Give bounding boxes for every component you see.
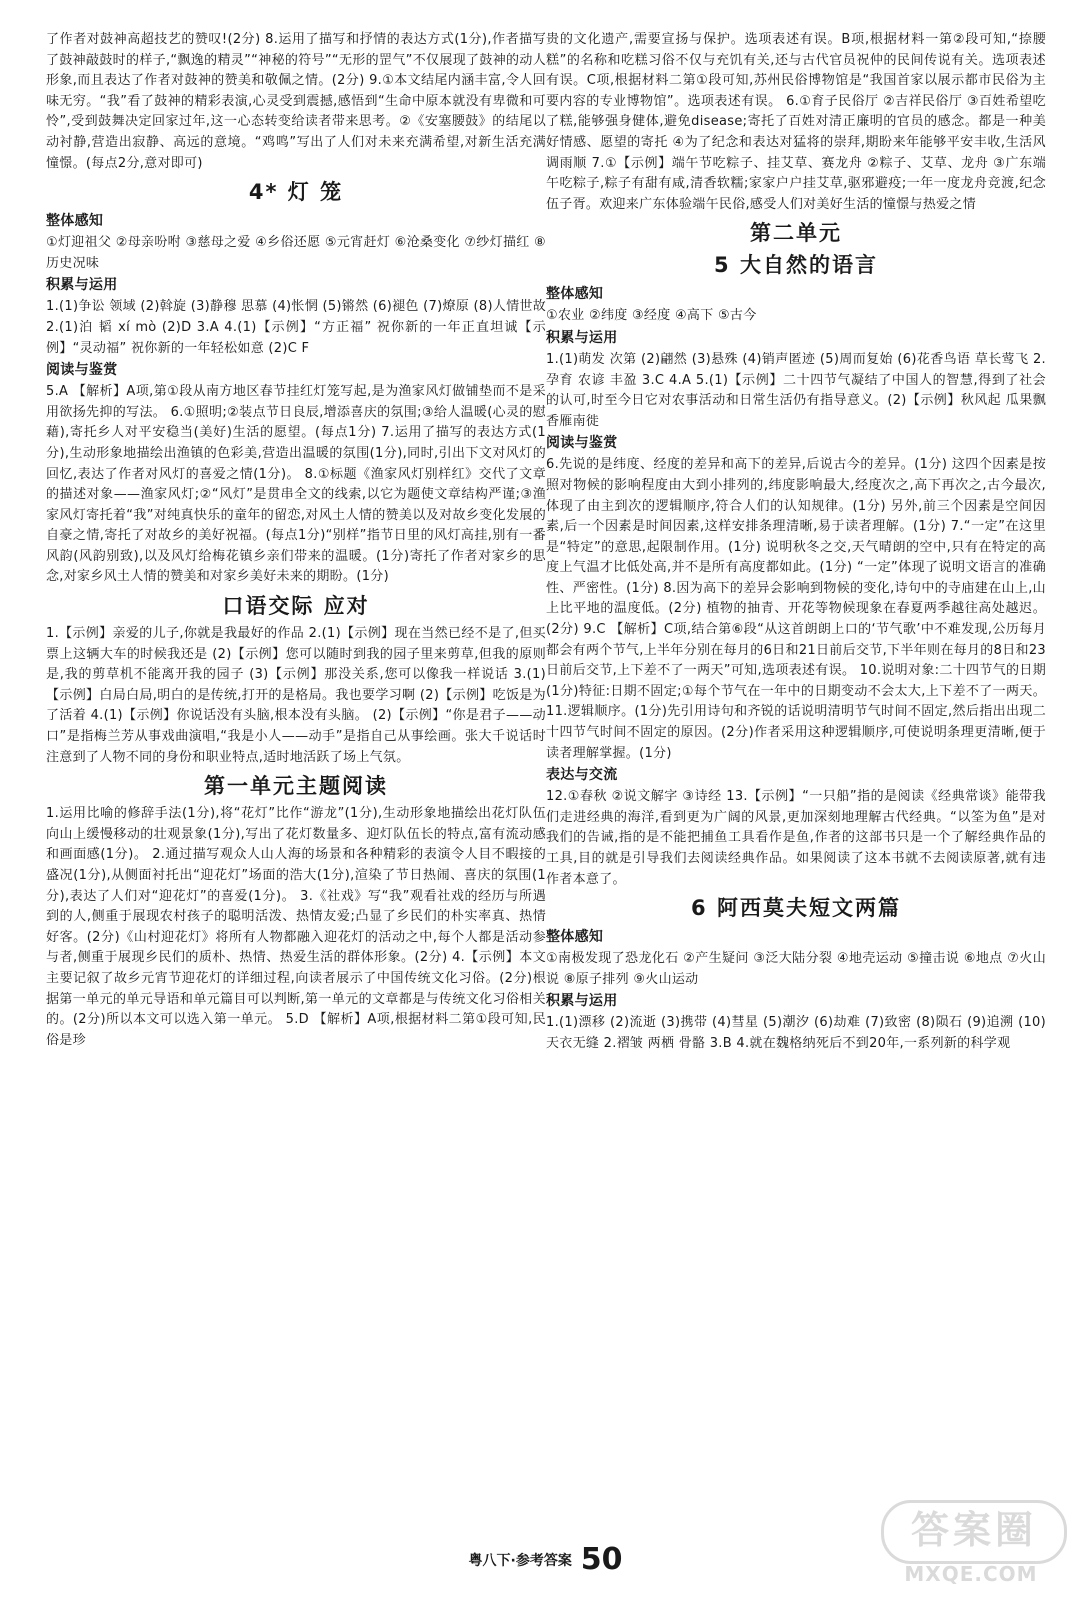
- answer-paragraph: 1.(1)漂移 (2)流逝 (3)携带 (4)彗星 (5)潮汐 (6)劫难 (7)致密 (8)陨石 (9)追溯 (10)天衣无缝 2.褶皱 两栖 骨骼 3.B 4.就在魏格纳死后不到20年,一系列新的科学观: [546, 1015, 1046, 1051]
- watermark: [881, 1500, 1061, 1586]
- section-title-unit1-reading: 第一单元主题阅读: [204, 774, 388, 799]
- subsection-heading: 阅读与鉴赏: [546, 435, 618, 452]
- subsection-heading: 积累与运用: [546, 329, 618, 346]
- answer-paragraph: 1.【示例】亲爱的儿子,你就是我最好的作品 2.(1)【示例】现在当然已经不是了,但买票上这辆大车的时候我还是 (2)【示例】您可以随时到我的园子里来剪草,但我的原则是,我的剪草机不能离开我的园子 (3)【示例】那没关系,您可以像我一样说话 3.(1)【示例】白局白局,明白的是传统,打开的是格局。我也要学习啊 (2)【示例】吃饭是为了活着 4.(1)【示例】你说话没有头脑,根本没有头脑。 (2)【示例】“你是君子——动口”是指梅兰芳从事戏曲演唱,“我是小人——动手”是指自己从事绘画。张大千说话时注意到了人物不同的身份和职业特点,适时地活跃了场上气氛。: [46, 626, 546, 765]
- right-column: [546, 30, 1046, 1530]
- answer-paragraph: ①南极发现了恐龙化石 ②产生疑问 ③泛大陆分裂 ④地壳运动 ⑤撞击说 ⑥地点 ⑦火山说 ⑧原子排列 ⑨火山运动: [546, 951, 1046, 987]
- section-title-oral: 口语交际 应对: [222, 594, 370, 619]
- section-title-lantern: 4* 灯 笼: [248, 180, 344, 205]
- subsection-heading: 积累与运用: [546, 993, 618, 1010]
- section-title-asimov: 6 阿西莫夫短文两篇: [691, 896, 901, 921]
- watermark-url: MXQE.COM: [904, 1562, 1038, 1586]
- subsection-heading: 阅读与鉴赏: [46, 362, 118, 379]
- answer-paragraph: ①农业 ②纬度 ③经度 ④高下 ⑤古今: [546, 308, 757, 324]
- answer-paragraph: ①灯迎祖父 ②母亲吩咐 ③慈母之爱 ④乡俗还愿 ⑤元宵赶灯 ⑥沧桑变化 ⑦纱灯描红 ⑧历史况味: [46, 235, 546, 271]
- answer-paragraph: 1.(1)争讼 领域 (2)斡旋 (3)静穆 思慕 (4)怅惘 (5)锵然 (6)褪色 (7)燎原 (8)人情世故 2.(1)泊 韬 xí mò (2)D 3.A 4.(1)【示例】“方正福” 祝你新的一年正直坦诚【示例】“灵动福” 祝你新的一年轻松如意 (2)C F: [46, 299, 546, 356]
- subsection-heading: 整体感知: [546, 286, 604, 303]
- page-number: 50: [580, 1542, 623, 1577]
- subsection-heading: 表达与交流: [546, 767, 618, 784]
- unit-title: 第二单元: [750, 221, 842, 246]
- subsection-heading: 整体感知: [46, 213, 104, 230]
- answer-paragraph: 12.①春秋 ②说文解字 ③诗经 13.【示例】“一只船”指的是阅读《经典常谈》能带我们走进经典的海洋,看到更为广阔的风景,更加深刻地理解古代经典。“以筌为鱼”是对我们的告诫,指的是不能把捕鱼工具看作是鱼,作者的这部书只是一个了解经典作品的工具,目的就是引导我们去阅读经典作品。如果阅读了这本书就不去阅读原著,就有违作者本意了。: [546, 789, 1046, 887]
- footer-label: 粤八下·参考答案: [468, 1553, 572, 1569]
- answer-paragraph: 1.运用比喻的修辞手法(1分),将“花灯”比作“游龙”(1分),生动形象地描绘出花灯队伍向山上缓慢移动的壮观景象(1分),写出了花灯数量多、迎灯队伍长的特点,富有流动感和画面感(1分)。 2.通过描写观众人山人海的场景和各种精彩的表演令人目不暇接的盛况(1分),从侧面衬托出“迎花灯”场面的浩大(1分),渲染了节日热闹、喜庆的氛围(1分),表达了人们对“迎花灯”的喜爱(1分)。 3.《社戏》写“我”观看社戏的经历与所遇到的人,侧重于展现农村孩子的聪明活泼、热情友爱;凸显了乡民们的朴实率真、热情好客。(2分)《山村迎花灯》将所有人物都融入迎花灯的活动之中,每个人都是活动参与者,侧重于展现乡民们的质朴、热情、热爱生活的群体形象。(2分) 4.【示例】本文主要记叙了故乡元宵节迎花灯的详细过程,向读者展示了中国传统文化习俗。(2分)根据第一单元的单元导语和单元篇目可以判断,第一单元的文章都是与传统文化习俗相关的。(2分)所以本文可以选入第一单元。 5.D 【解析】A项,根据材料二第①段可知,民俗是珍: [46, 806, 546, 1048]
- watermark-logo: 答案圈: [881, 1500, 1067, 1564]
- answer-paragraph: 了作者对鼓神高超技艺的赞叹!(2分) 8.运用了描写和抒情的表达方式(1分),作者描写了鼓神敲鼓时的样子,“飘逸的精灵”“神秘的符号”“无形的罡气”不仅展现了鼓神的动人形象,而且表达了作者对鼓神的赞美和敬佩之情。(2分) 9.①本文结尾内涵丰富,令人回味无穷。“我”看了鼓神的精彩表演,心灵受到震撼,感悟到“生命中原本就没有卑微和可怜”,受到鼓舞决定回家过年,这一心态转变给读者带来思考。②《安塞腰鼓》的结尾以动衬静,营造出寂静、高远的意境。“鸡鸣”写出了人们对未来充满希望,对新生活充满憧憬。(每点2分,意对即可): [46, 32, 546, 171]
- answer-paragraph: 5.A 【解析】A项,第①段从南方地区春节挂红灯笼写起,是为渔家风灯做铺垫而不是采用欲扬先抑的写法。 6.①照明;②装点节日良辰,增添喜庆的氛围;③给人温暖(心灵的慰藉),寄托乡人对平安稳当(美好)生活的愿望。(每点1分) 7.运用了描写的表达方式(1分),生动形象地描绘出渔镇的色彩美,营造出温暖的氛围(1分),同时,引出下文对风灯的回忆,表达了作者对风灯的喜爱之情(1分)。 8.①标题《渔家风灯别样红》交代了文章的描述对象——渔家风灯;②“风灯”是贯串全文的线索,以它为题使文章结构严谨;③渔家风灯寄托着“我”对纯真快乐的童年的留恋,对风土人情的赞美以及对故乡变化发展的自豪之情,寄托了对故乡的美好祝福。(每点1分)“别样”指节日里的风灯高挂,别有一番风韵(风韵别致),以及风灯给梅花镇乡亲们带来的温暖。(1分)寄托了作者对家乡的思念,对家乡风土人情的赞美和对家乡美好未来的期盼。(1分): [46, 384, 546, 585]
- answer-paragraph: 6.先说的是纬度、经度的差异和高下的差异,后说古今的差异。(1分) 这四个因素是按照对物候的影响程度由大到小排列的,纬度影响最大,经度次之,高下再次之,古今最次,体现了由主到次的逻辑顺序,符合人们的认知规律。(1分) 另外,前三个因素是空间因素,后一个因素是时间因素,这样安排条理清晰,易于读者理解。(1分) 7.“一定”在这里是“特定”的意思,起限制作用。(1分) 说明秋冬之交,天气晴朗的空中,只有在特定的高度上气温才比低处高,并不是所有高度都如此。(1分) “一定”体现了说明文语言的准确性、严密性。(1分) 8.因为高下的差异会影响到物候的变化,诗句中的寺庙建在山上,山上比平地的温度低。(2分) 植物的抽青、开花等物候现象在春夏两季越往高处越迟。(2分) 9.C 【解析】C项,结合第⑥段“从这首朗朗上口的‘节气歌’中不难发现,公历每月都会有两个节气,上半年分别在每月的6日和21日前后交节,下半年则在每月的8日和23日前后交节,上下差不了一两天”可知,选项表述有误。 10.说明对象:二十四节气的日期 (1分)特征:日期不固定;①每个节气在一年中的日期变动不会太大,上下差不了一两天。 11.逻辑顺序。(1分)先引用诗句和齐锐的话说明清明节气时间不固定,然后指出出现二十四节气时间不固定的原因。(2分)作者采用这种逻辑顺序,可使说明条理更清晰,便于读者理解掌握。(1分): [546, 457, 1046, 761]
- section-title-nature: 5 大自然的语言: [714, 253, 878, 278]
- subsection-heading: 整体感知: [546, 929, 604, 946]
- answer-paragraph: 1.(1)萌发 次第 (2)翩然 (3)悬殊 (4)销声匿迹 (5)周而复始 (6)花香鸟语 草长莺飞 2.孕育 农谚 丰盈 3.C 4.A 5.(1)【示例】二十四节气凝结了中国人的智慧,得到了社会的认可,时至今日它对农事活动和日常生活仍有指导意义。(2)【示例】秋风起 瓜果飘香雁南徙: [546, 351, 1046, 429]
- subsection-heading: 积累与运用: [46, 277, 118, 294]
- answer-paragraph: 贵的文化遗产,需要宣扬与保护。选项表述有误。B项,根据材料一第②段可知,“捺腰糕”的名称和吃糕习俗不仅与充饥有关,还与古代官员祝仲的民间传说有关。选项表述有误。C项,根据材料二第①段可知,苏州民俗博物馆是“我国首家以展示都市民俗为主要内容的专业博物馆”。选项表述有误。 6.①育子民俗厅 ②吉祥民俗厅 ③百姓希望吃了糕,能够强身健体,避免disease;寄托了百姓对清正廉明的官员的感念。都是一种美好情感、愿望的寄托 ④为了纪念和表达对猛将的崇拜,期盼来年能够平安丰收,生活风调雨顺 7.①【示例】端午节吃粽子、挂艾草、赛龙舟 ②粽子、艾草、龙舟 ③广东端午吃粽子,粽子有甜有咸,清香软糯;家家户户挂艾草,驱邪避疫;一年一度龙舟竞渡,纪念伍子胥。欢迎来广东体验端午民俗,感受人们对美好生活的憧憬与热爱之情: [546, 32, 1046, 212]
- left-column: [46, 30, 546, 1530]
